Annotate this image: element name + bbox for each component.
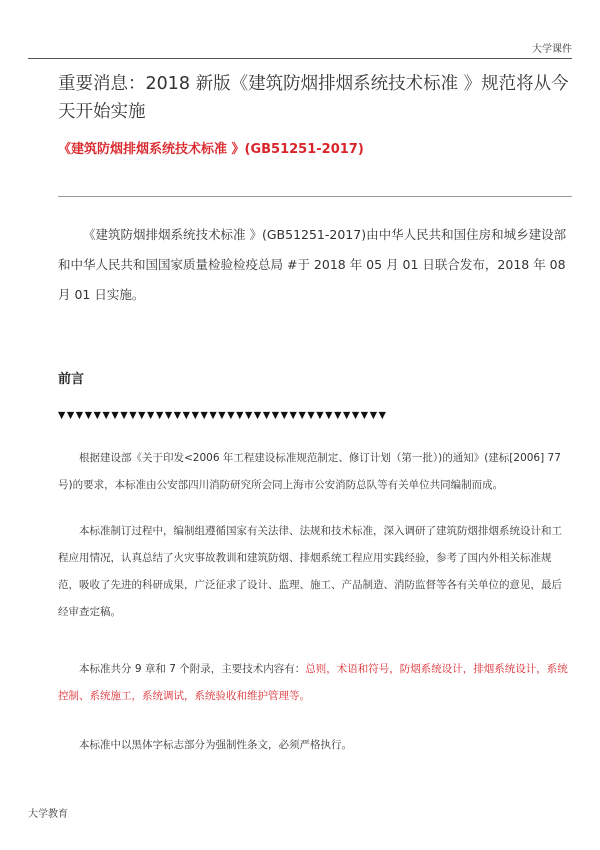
footer-note: 大学教育 xyxy=(28,809,68,820)
article-title: 重要消息：2018 新版《建筑防烟排烟系统技术标准 》规范将从今天开始实施 xyxy=(58,74,569,122)
triangle-row-decoration: ▼▼▼▼▼▼▼▼▼▼▼▼▼▼▼▼▼▼▼▼▼▼▼▼▼▼▼▼▼▼▼▼▼▼▼▼▼ xyxy=(58,410,388,421)
article-subtitle: 《建筑防烟排烟系统技术标准 》(GB51251-2017) xyxy=(58,142,364,157)
preface-paragraph-4: 本标准中以黑体字标志部分为强制性条文，必须严格执行。 xyxy=(79,739,352,751)
header-rule xyxy=(28,58,572,59)
divider xyxy=(58,196,572,197)
preface-paragraph-2: 本标准制订过程中，编制组遵循国家有关法律、法规和技术标准，深入调研了建筑防烟排烟系统设计和工程应用情况，认真总结了火灾事故教训和建筑防烟、排烟系统工程应用实践经验，参考了国内外相关标准规范，吸收了先进的科研成果，广泛征求了设计、监理、施工、产品制造、消防监督等各有关单位的意见，最后经审查定稿。 xyxy=(58,525,562,618)
preface-paragraph-1: 根据建设部《关于印发<2006 年工程建设标准规范制定、修订计划（第一批）)的通知》(建标[2006] 77 号)的要求，本标准由公安部四川消防研究所会同上海市公安消防总队等有关单位共同编制而成。 xyxy=(58,452,561,491)
technical-contents-list: 总则，术语和符号，防烟系统设计，排烟系统设计，系统控制、系统施工，系统调试，系统验收和维护管理等。 xyxy=(58,663,568,702)
preface-paragraph-3 xyxy=(58,656,572,710)
header-note: 大学课件 xyxy=(532,44,572,55)
preface-heading: 前言 xyxy=(58,372,85,387)
preface-paragraph-3-prefix: 本标准共分 9 章和 7 个附录，主要技术内容有： xyxy=(79,663,306,675)
intro-paragraph: 《建筑防烟排烟系统技术标准 》(GB51251-2017)由中华人民共和国住房和城乡建设部和中华人民共和国国家质量检验检疫总局 #于 2018 年 05 月 01 日联合发布，2018 年 08 月 01 日实施。 xyxy=(58,227,567,302)
